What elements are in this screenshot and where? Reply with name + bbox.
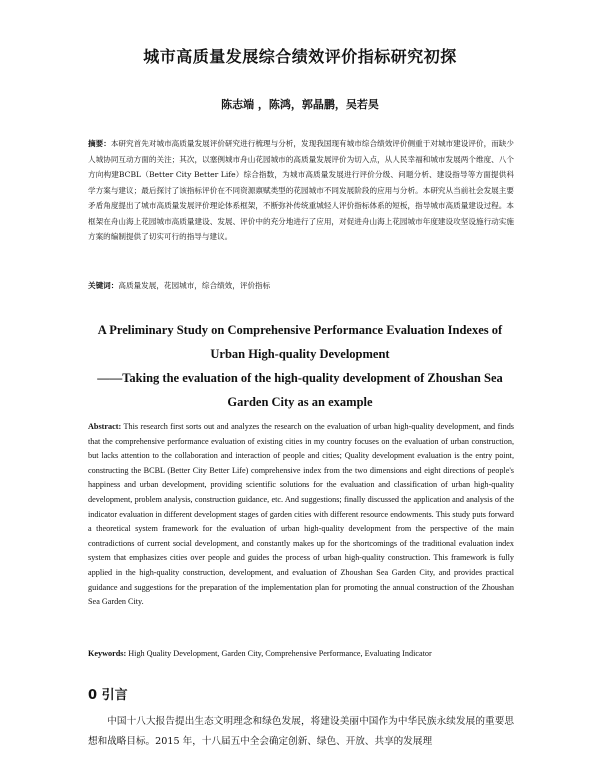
- english-keywords-label: Keywords:: [88, 649, 127, 658]
- chinese-abstract-text: 本研究首先对城市高质量发展评价研究进行梳理与分析，发现我国现有城市综合绩效评价侧重于对城市建设评价，而缺少人城协同互动方面的关注；其次，以塞例城市舟山花园城市的高质量发展评价为切入点，从人民幸福和城市发展两个维度、八个方向构建BCBL（Better City Better Life）综合指数，为城市高质量发展进行评价分级、问题分析、建设指导等方面提供科学方案与建议；最后探讨了该指标评价在不同资源禀赋类型的花园城市不同发展阶段的应用与分析。本研究从当前社会发展主要矛盾角度提出了城市高质量发展评价理论体系框架，不断弥补传统重城轻人评价指标体系的短板，指导城市高质量建设过程。本框架在舟山海上花园城市高质量建设、发展、评价中的充分地进行了应用，对促进舟山海上花园城市年度建设攻坚设施行动实施方案的编制提供了切实可行的指导与建议。: [88, 139, 514, 241]
- english-subtitle-line-2: Garden City as an example: [227, 395, 373, 409]
- english-abstract-text: This research first sorts out and analyzes the research on the evaluation of urban high-quality development, and finds that the comprehensive performance evaluation of existing cities in my country focuses on the evaluation of urban construction, but lacks attention to the collaboration and interaction of people and cities; Quality development evaluation is the entry point, constructing the BCBL (Better City Better Life) comprehensive index from the two dimensions and eight directions of people's happiness and urban development, providing scientific solutions for the evaluation and classification of urban high-quality development, problem analysis, construction guidance, etc. And suggestions; finally discussed the application and analysis of the indicator evaluation in different development stages of garden cities with different resource endowments. This study puts forward a theoretical system framework for the evaluation of urban high-quality development from the perspective of the main contradictions of current social development, and constantly makes up for the shortcomings of the traditional evaluation index system that emphasizes cities over people and guides the process of urban high-quality construction. This framework is fully applied in the high-quality construction, development, and evaluation of Zhoushan Sea Garden City, and provides practical guidance and suggestions for the preparation of the implementation plan for promoting the annual construction of the Zhoushan Sea Garden City.: [88, 422, 514, 607]
- english-abstract-label: Abstract:: [88, 422, 122, 431]
- english-keywords: [88, 648, 514, 660]
- english-abstract: [88, 420, 514, 610]
- section-heading-introduction: 0 引言: [88, 688, 128, 703]
- english-keywords-text: High Quality Development, Garden City, Comprehensive Performance, Evaluating Indicator: [126, 649, 432, 658]
- chinese-title: 城市高质量发展综合绩效评价指标研究初探: [143, 47, 457, 66]
- chinese-keywords: [88, 279, 514, 292]
- english-title-line-2: Urban High-quality Development: [210, 347, 390, 361]
- chinese-abstract: [88, 136, 514, 245]
- chinese-keywords-label: 关键词：: [88, 281, 119, 290]
- english-subtitle-line-1: ——Taking the evaluation of the high-quality development of Zhoushan Sea: [97, 371, 503, 385]
- chinese-keywords-text: 高质量发展，花园城市，综合绩效，评价指标: [118, 281, 271, 290]
- introduction-paragraph: 中国十八大报告提出生态文明理念和绿色发展，将建设美丽中国作为中华民族永续发展的重要思想和战略目标。2015 年，十八届五中全会确定创新、绿色、开放、共享的发展理: [88, 716, 514, 747]
- english-title-line-1: A Preliminary Study on Comprehensive Performance Evaluation Indexes of: [97, 323, 503, 337]
- chinese-abstract-label: 摘要：: [88, 139, 111, 148]
- chinese-authors: 陈志端 ，陈鸿，郭晶鹏，吴若昊: [221, 98, 379, 111]
- english-title: [60, 318, 540, 414]
